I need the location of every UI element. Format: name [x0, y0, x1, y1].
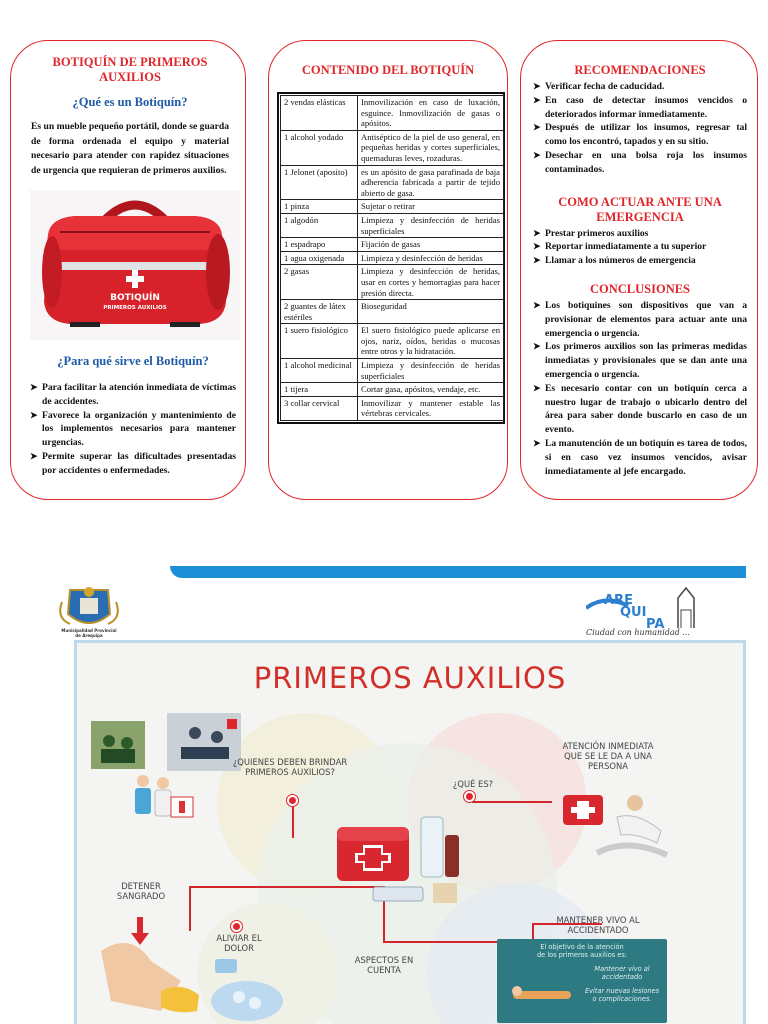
node-dot [464, 791, 475, 802]
table-cell-item: 1 alcohol medicinal [281, 359, 358, 383]
left-panel-uses [30, 354, 236, 478]
label-who: ¿QUIENES DEBEN BRINDAR PRIMEROS AUXILIOS? [232, 757, 348, 777]
table-row [281, 213, 504, 237]
arrow-bullet-icon: ➤ [533, 81, 541, 91]
label-relieve-pain: ALIVIAR EL DOLOR [216, 933, 262, 953]
conclusions-title: CONCLUSIONES [589, 281, 691, 296]
arequipa-logo-text-1: ARE [604, 593, 633, 608]
table-row [281, 130, 504, 165]
table-row [281, 96, 504, 131]
arequipa-logo-text-3: PA [646, 617, 665, 632]
panel-recommendations [520, 40, 758, 500]
emergency-list [533, 227, 747, 268]
arrow-bullet-icon: ➤ [533, 255, 541, 266]
medics-illustration [125, 771, 195, 831]
label-aspects: ASPECTOS EN CUENTA [354, 955, 414, 975]
list-item: ➤ Desechar en una bolsa roja los insumos contaminados. [533, 149, 747, 175]
list-item: ➤ Llamar a los números de emergencia [533, 255, 696, 267]
arrow-bullet-icon: ➤ [533, 241, 541, 252]
arrow-bullet-icon: ➤ [30, 409, 38, 420]
conclusions-list [533, 299, 747, 478]
list-item: ➤ Favorece la organización y mantenimiento de los implementos necesarios para mantener urgencias. [30, 409, 236, 449]
list-item: ➤ La manutención de un botiquín es tarea de todos, si en caso vez insumos vencidos, avisar inmediatamente al jefe encargado. [533, 437, 747, 477]
slogan: Ciudad con humanidad ... [586, 628, 690, 637]
table-cell-item: 1 suero fisiológico [281, 324, 358, 359]
list-item: ➤ Es necesario contar con un botiquín cerca a nuestro lugar de trabajo o ubicarlo dentro del área para saber donde buscarlo en caso de un evento. [533, 382, 747, 436]
table-cell-item: 1 agua oxigenada [281, 251, 358, 265]
table-row [281, 200, 504, 214]
arrow-bullet-icon: ➤ [533, 299, 541, 310]
table-row [281, 300, 504, 324]
table-cell-item: 3 collar cervical [281, 396, 358, 420]
poster-title: PRIMEROS AUXILIOS [253, 661, 567, 695]
table-cell-use: Fijación de gasas [358, 238, 504, 252]
arrow-bullet-icon: ➤ [533, 94, 541, 105]
table-row [281, 383, 504, 397]
arrow-bullet-icon: ➤ [533, 382, 541, 393]
list-item: ➤ Reportar inmediatamente a tu superior [533, 241, 707, 253]
objective-box [497, 939, 667, 1023]
label-immediate-attention: ATENCIÓN INMEDIATA QUE SE LE DA A UNA PERSONA [562, 741, 654, 771]
table-cell-use: Limpieza y desinfección de heridas superficiales [358, 359, 504, 383]
table-cell-item: 2 vendas elásticas [281, 96, 358, 131]
node-dot [231, 921, 242, 932]
table-cell-use: El suero fisiológico puede aplicarse en ojos, nariz, oídos, heridas o mucosas entre otros y la hidratación. [358, 324, 504, 359]
table-cell-item: 1 Jelonet (aposito) [281, 165, 358, 200]
poster-top-band [170, 566, 746, 578]
table-cell-item: 1 pinza [281, 200, 358, 214]
table-cell-use: Limpieza y desinfección de heridas superficiales [358, 213, 504, 237]
contents-table [280, 95, 504, 421]
list-item: ➤ Prestar primeros auxilios [533, 227, 649, 239]
panel-kit-contents [268, 40, 508, 500]
table-cell-use: Antiséptico de la piel de uso general, en pequeñas heridas y cortes superficiales, quemaduras leves, rozaduras. [358, 130, 504, 165]
municipal-text-2: de Arequipa [75, 633, 103, 638]
arrow-bullet-icon: ➤ [533, 437, 541, 448]
table-cell-use: Inmovilización en caso de luxación, esguince. Inmovilización de gasas o apósitos. [358, 96, 504, 131]
arequipa-logo-text-2: QUI [620, 605, 647, 620]
table-cell-item: 2 guantes de látex estériles [281, 300, 358, 324]
arequipa-logo [586, 584, 702, 644]
objective-heading-1: El objetivo de la atención [540, 943, 624, 951]
table-cell-use: Sujetar o retirar [358, 200, 504, 214]
table-cell-use: Limpieza y desinfección de heridas, usar en cortes y hemorragias para hacer presión directa. [358, 265, 504, 300]
objective-item-1: Mantener vivo al accidentado [594, 965, 650, 981]
arrow-bullet-icon: ➤ [533, 149, 541, 160]
question-what-is: ¿Qué es un Botiquín? [72, 95, 188, 109]
municipal-crest-logo [56, 584, 122, 644]
first-aid-infographic [74, 640, 746, 1024]
table-row [281, 359, 504, 383]
list-item: ➤ Verificar fecha de caducidad. [533, 81, 665, 92]
kit-definition: Es un mueble pequeño portátil, donde se guarda de forma ordenada el equipo y material necesario para atender con rapidez situaciones de urgencia que requieran de primeros auxilios. [31, 121, 229, 176]
list-item: ➤ Los primeros auxilios son las primeras medidas inmediatas y provisionales que se dan ante una emergencia o urgencia. [533, 341, 747, 380]
rescue-photo-1 [91, 721, 145, 769]
municipal-text-1: Municipalidad Provincial [61, 628, 117, 633]
arrow-bullet-icon: ➤ [30, 382, 38, 392]
arrow-bullet-icon: ➤ [30, 450, 38, 461]
ice-pack-illustration [203, 955, 291, 1024]
bag-sublabel: PRIMEROS AUXILIOS [103, 305, 167, 311]
list-item: ➤ Permite superar las dificultades presentadas por accidentes o enfermedades. [30, 450, 236, 476]
label-keep-alive: MANTENER VIVO AL ACCIDENTADO [556, 915, 640, 935]
table-cell-item: 2 gasas [281, 265, 358, 300]
table-cell-item: 1 alcohol yodado [281, 130, 358, 165]
list-item: ➤ Los botiquines son dispositivos que van a provisionar de elementos para actuar ante una emergencia o urgencia. [533, 299, 747, 339]
connector-line [472, 801, 552, 803]
table-row [281, 265, 504, 300]
table-cell-use: es un apósito de gasa parafinada de baja adherencia fabricada a partir de tejido abierto de gasa. [358, 165, 504, 200]
bleeding-illustration [91, 911, 201, 1021]
objective-heading-2: de los primeros auxilios es: [537, 951, 627, 959]
table-cell-item: 1 espadrapo [281, 238, 358, 252]
left-panel-title: BOTIQUÍN DE PRIMEROS AUXILIOS [52, 55, 208, 84]
list-item: ➤ Para facilitar la atención inmediata de víctimas de accidentes. [30, 382, 236, 407]
table-cell-item: 1 algodón [281, 213, 358, 237]
label-stop-bleeding: DETENER SANGRADO [116, 881, 166, 901]
objective-item-2: Evitar nuevas lesiones o complicaciones. [584, 987, 660, 1003]
first-aid-bag-image [30, 190, 240, 340]
first-aid-kit-illustration [333, 813, 473, 913]
patient-illustration [507, 979, 577, 1003]
table-cell-use: Bioseguridad [358, 300, 504, 324]
table-row [281, 165, 504, 200]
question-purpose: ¿Para qué sirve el Botiquín? [57, 354, 209, 368]
table-cell-use: Inmovilizar y mantener estable las vértebras cervicales. [358, 396, 504, 420]
table-cell-use: Limpieza y desinfección de heridas [358, 251, 504, 265]
arrow-bullet-icon: ➤ [533, 341, 541, 352]
table-row [281, 396, 504, 420]
table-cell-use: Cortar gasa, apósitos, vendaje, etc. [358, 383, 504, 397]
label-what: ¿QUÉ ES? [452, 779, 494, 789]
emergency-title: COMO ACTUAR ANTE UNA EMERGENCIA [558, 194, 722, 224]
attention-illustration [557, 783, 677, 873]
bag-label: BOTIQUÍN [110, 293, 160, 303]
arrow-bullet-icon: ➤ [533, 122, 541, 133]
contents-table-frame [277, 92, 505, 424]
table-row [281, 251, 504, 265]
table-cell-item: 1 tijera [281, 383, 358, 397]
list-item: ➤ Después de utilizar los insumos, regresar tal como los encontró, tapados y en su sitio. [533, 122, 747, 148]
uses-list [30, 381, 236, 478]
node-dot [287, 795, 298, 806]
recommendations-title: RECOMENDACIONES [574, 63, 706, 77]
table-row [281, 238, 504, 252]
table-row [281, 324, 504, 359]
middle-panel-title: CONTENIDO DEL BOTIQUÍN [301, 63, 475, 77]
arrow-bullet-icon: ➤ [533, 227, 541, 238]
list-item: ➤ En caso de detectar insumos vencidos o deteriorados informar inmediatamente. [533, 94, 747, 120]
recommendations-list [533, 80, 747, 177]
